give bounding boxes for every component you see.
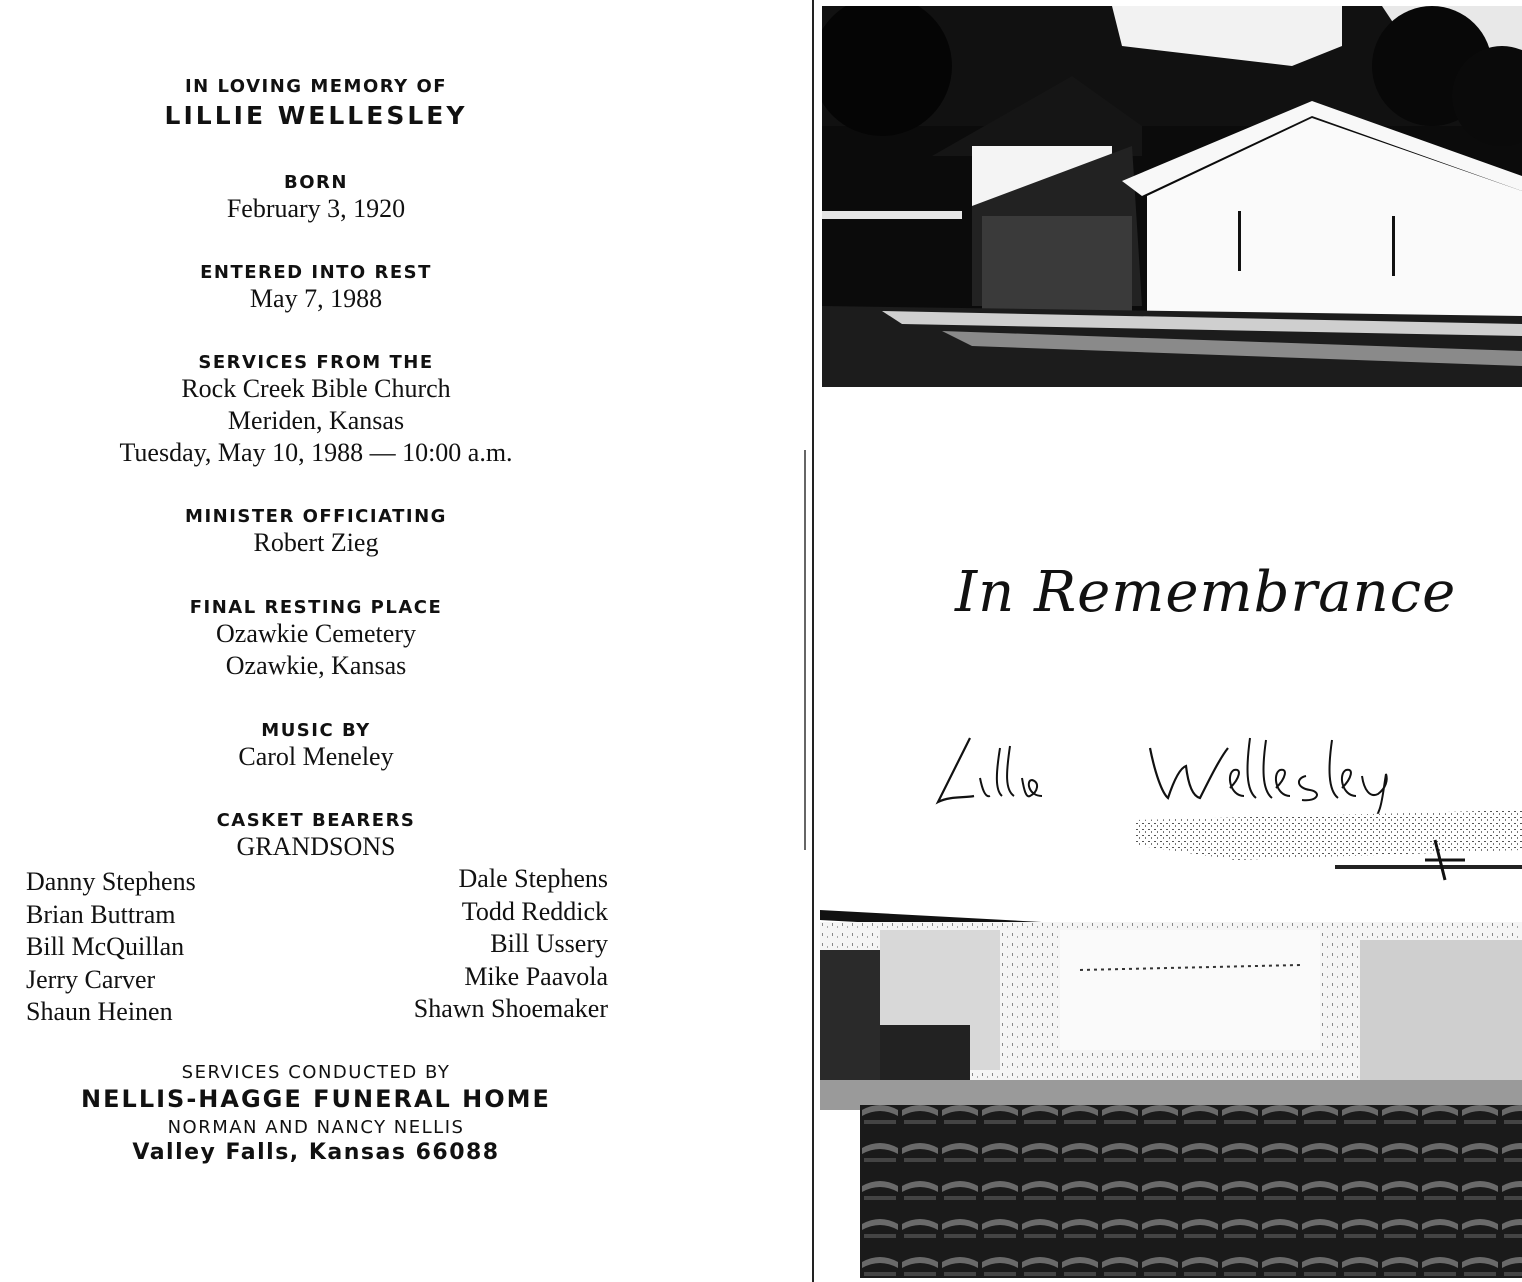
- minister-name: Robert Zieg: [253, 528, 379, 557]
- church-city: Meriden, Kansas: [227, 406, 405, 435]
- cover-page: [815, 0, 1522, 1282]
- born-label: BORN: [284, 172, 348, 193]
- bearer-name: Brian Buttram: [26, 899, 176, 929]
- bearer-name: Danny Stephens: [26, 867, 196, 896]
- cover-title: In Remembrance: [955, 560, 1457, 625]
- rest-label: ENTERED INTO REST: [200, 262, 432, 283]
- smudge-band: [1135, 810, 1522, 890]
- rest-section: [0, 262, 632, 315]
- bearer-name: Mike Paavola: [464, 961, 608, 991]
- church-name: Rock Creek Bible Church: [181, 374, 451, 403]
- bearer-name: Bill McQuillan: [26, 932, 185, 961]
- funeral-home-section: [0, 1062, 632, 1165]
- funeral-home-address: Valley Falls, Kansas 66088: [132, 1140, 500, 1165]
- rest-date: May 7, 1988: [249, 284, 383, 313]
- services-label: SERVICES FROM THE: [198, 352, 434, 373]
- funeral-home-owners: NORMAN AND NANCY NELLIS: [167, 1117, 465, 1138]
- bearer-name: Jerry Carver: [26, 964, 156, 994]
- church-interior-illustration: [820, 910, 1522, 1278]
- music-label: MUSIC BY: [261, 720, 371, 741]
- fold-shadow: [804, 450, 806, 850]
- church-interior-photo: [820, 910, 1522, 1278]
- music-section: [0, 720, 632, 773]
- bearers-right-column: [414, 863, 608, 1026]
- bearer-name: Bill Ussery: [490, 929, 608, 958]
- fold-line: [812, 0, 814, 1282]
- deceased-name: LILLIE WELLESLEY: [164, 101, 468, 130]
- resting-label: FINAL RESTING PLACE: [189, 597, 443, 618]
- service-datetime: Tuesday, May 10, 1988 — 10:00 a.m.: [119, 438, 513, 467]
- minister-label: MINISTER OFFICIATING: [185, 506, 447, 527]
- resting-section: [0, 597, 632, 682]
- bearer-name: Shawn Shoemaker: [413, 994, 608, 1023]
- services-section: [0, 352, 632, 469]
- memorial-heading: IN LOVING MEMORY OF: [184, 76, 448, 97]
- church-exterior-illustration: [822, 6, 1522, 387]
- conducted-by-label: SERVICES CONDUCTED BY: [181, 1062, 451, 1083]
- musician-name: Carol Meneley: [238, 742, 394, 771]
- smudge-illustration: [1135, 810, 1522, 890]
- cemetery-name: Ozawkie Cemetery: [216, 619, 416, 648]
- bearer-name: Dale Stephens: [458, 864, 608, 893]
- memorial-section: [0, 76, 632, 130]
- bearers-group: GRANDSONS: [236, 832, 396, 861]
- bearers-section: [0, 810, 632, 863]
- bearer-name: Shaun Heinen: [26, 997, 173, 1026]
- born-section: [0, 172, 632, 225]
- cemetery-city: Ozawkie, Kansas: [225, 651, 407, 680]
- church-exterior-photo: [822, 6, 1522, 387]
- bearer-name: Todd Reddick: [461, 896, 608, 926]
- minister-section: [0, 506, 632, 559]
- service-details-page: [0, 0, 640, 1282]
- born-date: February 3, 1920: [226, 194, 406, 223]
- bearers-left-column: [26, 866, 196, 1029]
- bearers-label: CASKET BEARERS: [216, 810, 416, 831]
- funeral-home-name: NELLIS-HAGGE FUNERAL HOME: [81, 1085, 551, 1113]
